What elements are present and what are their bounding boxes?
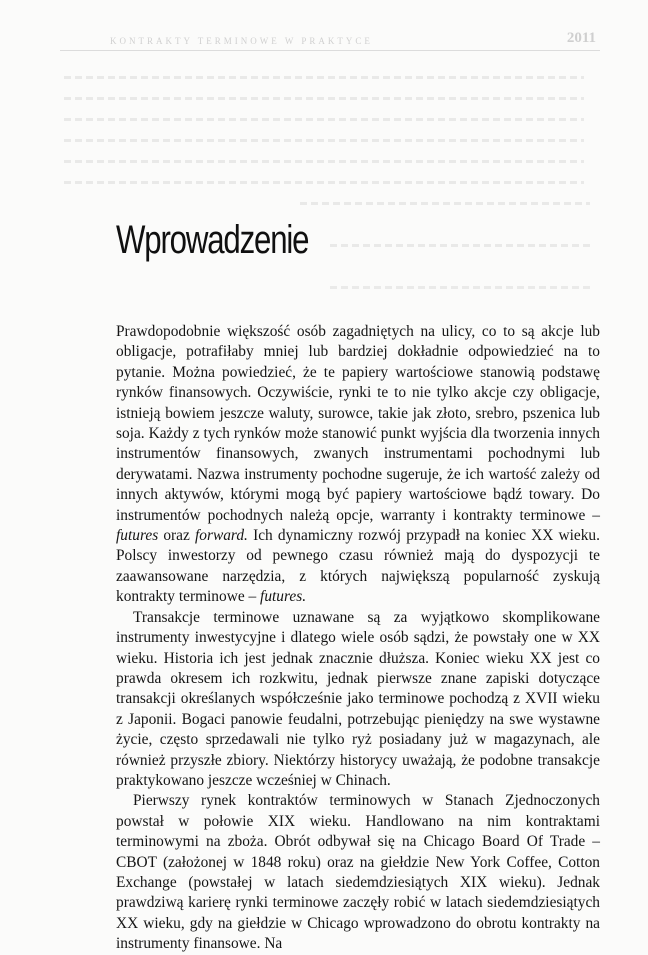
chapter-body	[116, 322, 600, 955]
italic-term: futures.	[260, 588, 307, 606]
text-run: Transakcje terminowe uznawane są za wyjątkowo skomplikowane instrumenty inwestycyjne i dlatego wiele osób sądzi, że powstały one w XX wieku. Historia ich jest jednak znacznie dłuższa. Koniec wieku XX jest co prawda okresem ich rozkwitu, jednak pierwsze znane zapiski dotyczące transakcji określanych współcześnie jako terminowe pochodzą z XVII wieku z Japonii. Bogaci panowie feudalni, potrzebując pieniędzy na swe wystawne życie, często sprzedawali nie tylko ryż posiadany już w magazynach, ale również przyszłe zbiory. Niektórzy historycy uważają, że podobne transakcje praktykowano jeszcze wcześniej w Chinach.	[116, 608, 600, 789]
text-run: Prawdopodobnie większość osób zagadniętych na ulicy, co to są akcje lub obligacje, potrafiłaby mniej lub bardziej dokładnie odpowiedzieć na to pytanie. Można powiedzieć, że te papiery wartościowe stanowią podstawę rynków finansowych. Oczywiście, rynki te to nie tylko akcje czy obligacje, istnieją bowiem jeszcze waluty, surowce, takie jak złoto, srebro, pszenica lub soja. Każdy z tych rynków może stanowić punkt wyjścia dla tworzenia innych instrumentów finansowych, zwanych instrumentami pochodnymi lub derywatami. Nazwa instrumenty pochodne sugeruje, że ich wartość zależy od innych aktywów, którymi mogą być papiery wartościowe bądź towary. Do instrumentów pochodnych należą opcje, warranty i kontrakty terminowe –	[116, 323, 600, 524]
page-number: 2011	[566, 30, 596, 46]
italic-term: forward.	[195, 527, 248, 545]
paragraph	[116, 608, 600, 792]
running-head: KONTRAKTY TERMINOWE W PRAKTYCE	[110, 36, 373, 46]
text-run: Ich dynamiczny rozwój przypadł na koniec XX wieku. Polscy inwestorzy od pewnego czasu również mają do dyspozycji te zaawansowane narzędzia, z których największą popularność zyskują kontrakty terminowe –	[116, 527, 600, 606]
italic-term: futures	[116, 527, 159, 545]
text-run: Pierwszy rynek kontraktów terminowych w Stanach Zjednoczonych powstał w połowie XIX wieku. Handlowano na nim kontraktami terminowymi na zboża. Obrót odbywał się na Chicago Board Of Trade – CBOT (założonej w 1848 roku) oraz na giełdzie New York Coffee, Cotton Exchange (powstałej w latach siedemdziesiątych XIX wieku). Jednak prawdziwą karierę rynki terminowe zaczęły robić w latach siedemdziesiątych XX wieku, gdy na giełdzie w Chicago wprowadzono do obrotu kontrakty na instrumenty finansowe. Na	[116, 792, 600, 953]
text-run: oraz	[158, 527, 196, 545]
paragraph	[116, 322, 600, 608]
paragraph	[116, 791, 600, 954]
header-rule	[60, 50, 600, 51]
chapter-title: Wprowadzenie	[116, 218, 309, 262]
